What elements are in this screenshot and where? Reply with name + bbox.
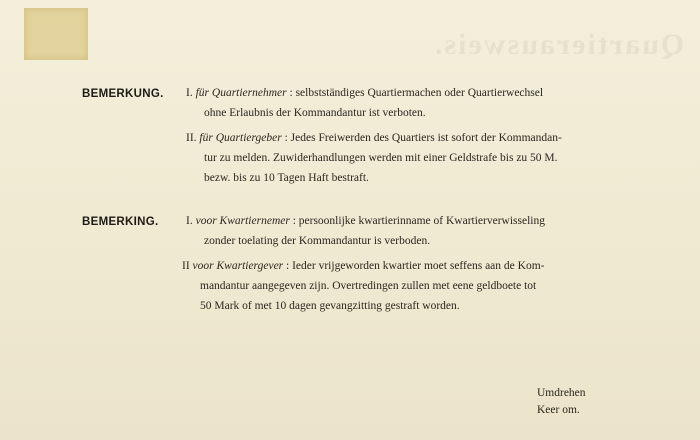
tape-stain bbox=[24, 8, 88, 60]
german-heading: BEMERKUNG. bbox=[82, 88, 164, 100]
german-item-1-role: für Quartiernehmer bbox=[195, 87, 287, 99]
german-item-2-number: II. bbox=[186, 132, 197, 144]
dutch-item-2 bbox=[182, 256, 614, 316]
dutch-item-2-number: II bbox=[182, 260, 190, 272]
german-item-2 bbox=[186, 128, 614, 188]
german-item-1-number: I. bbox=[186, 87, 193, 99]
german-item-2-line1: : Jedes Freiwerden des Quartiers ist sofort der Kommandan- bbox=[284, 132, 562, 144]
german-item-2-line3: bezw. bis zu 10 Tagen Haft bestraft. bbox=[204, 172, 369, 184]
turn-over-note bbox=[537, 385, 586, 419]
german-item-1 bbox=[186, 83, 614, 123]
dutch-item-1-line2: zonder toelating der Kommandantur is verboden. bbox=[204, 235, 431, 247]
german-item-2-role: für Quartiergeber bbox=[199, 132, 282, 144]
dutch-item-2-line3: 50 Mark of met 10 dagen gevangzitting gestraft worden. bbox=[200, 300, 460, 312]
german-item-1-line1: : selbstständiges Quartiermachen oder Quartierwechsel bbox=[289, 87, 544, 99]
dutch-item-2-line2: mandantur aangegeven zijn. Overtredingen zullen met eene geldboete tot bbox=[200, 280, 537, 292]
dutch-item-1-line1: : persoonlijke kwartierinname of Kwartierverwisseling bbox=[292, 215, 545, 227]
turn-over-dutch: Keer om. bbox=[537, 404, 580, 416]
show-through-text: Quartierausweis. bbox=[432, 28, 684, 61]
dutch-item-2-role: voor Kwartiergever bbox=[192, 260, 284, 272]
dutch-item-1-role: voor Kwartiernemer bbox=[195, 215, 290, 227]
dutch-item-1 bbox=[186, 211, 614, 251]
turn-over-german: Umdrehen bbox=[537, 387, 586, 399]
dutch-heading: BEMERKING. bbox=[82, 216, 159, 228]
german-item-2-line2: tur zu melden. Zuwiderhandlungen werden mit einer Geldstrafe bis zu 50 M. bbox=[204, 152, 558, 164]
dutch-item-1-number: I. bbox=[186, 215, 193, 227]
german-item-1-line2: ohne Erlaubnis der Kommandantur ist verboten. bbox=[204, 107, 426, 119]
dutch-item-2-line1: : Ieder vrijgeworden kwartier moet seffens aan de Kom- bbox=[286, 260, 545, 272]
